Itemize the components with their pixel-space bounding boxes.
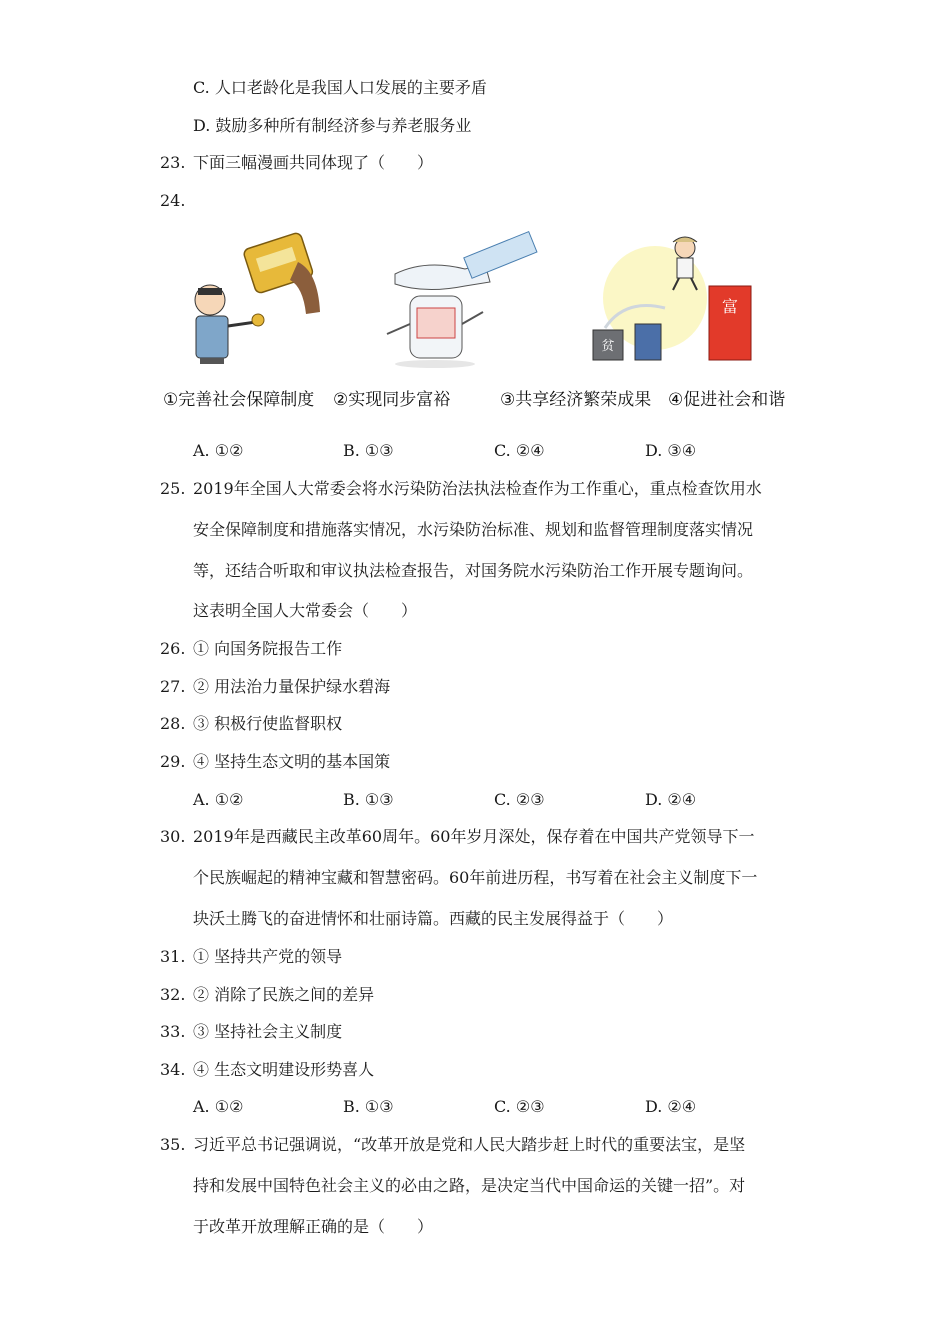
q24-option-c: C. ②④: [494, 441, 545, 460]
q25-line-4: 这表明全国人大常委会（ ）: [193, 601, 418, 620]
item-33-text: ③ 坚持社会主义制度: [193, 1022, 343, 1041]
q34-option-c: C. ②③: [494, 1097, 545, 1116]
q25-line-2: 安全保障制度和措施落实情况，水污染防治标准、规划和监督管理制度落实情况: [193, 520, 754, 539]
q24-option-a: A. ①②: [193, 441, 244, 460]
q29-option-c: C. ②③: [494, 790, 545, 809]
item-31-text: ① 坚持共产党的领导: [193, 947, 343, 966]
q29-option-a: A. ①②: [193, 790, 244, 809]
item-31-number: 31.: [160, 947, 186, 966]
q24-number: 24.: [160, 191, 186, 210]
q35-line-3: 于改革开放理解正确的是（ ）: [193, 1217, 434, 1236]
q25-number: 25.: [160, 479, 186, 498]
q29-option-b: B. ①③: [343, 790, 394, 809]
item-32-number: 32.: [160, 985, 186, 1004]
item-33-number: 33.: [160, 1022, 186, 1041]
q23-number: 23.: [160, 153, 186, 172]
item-28-text: ③ 积极行使监督职权: [193, 714, 343, 733]
item-27-text: ② 用法治力量保护绿水碧海: [193, 677, 391, 696]
cartoon-social-security: [178, 232, 328, 367]
q22-option-c: C. 人口老龄化是我国人口发展的主要矛盾: [193, 78, 487, 97]
item-28-number: 28.: [160, 714, 186, 733]
item-34-number: 34.: [160, 1060, 186, 1079]
item-29-number: 29.: [160, 752, 186, 771]
cartoon-rich-poor: [585, 228, 765, 363]
q34-option-b: B. ①③: [343, 1097, 394, 1116]
poor-label: 贫: [601, 339, 615, 354]
item-32-text: ② 消除了民族之间的差异: [193, 985, 375, 1004]
q35-number: 35.: [160, 1135, 186, 1154]
q30-line-1: 2019年是西藏民主改革60周年。60年岁月深处，保存着在中国共产党领导下一: [193, 827, 755, 846]
item-26-number: 26.: [160, 639, 186, 658]
rich-label: 富: [721, 297, 739, 316]
q34-option-a: A. ①②: [193, 1097, 244, 1116]
caption-1: ①完善社会保障制度: [163, 390, 315, 410]
caption-2: ②实现同步富裕: [333, 390, 451, 410]
caption-4: ④促进社会和谐: [668, 390, 786, 410]
q35-line-1: 习近平总书记强调说，“改革开放是党和人民大踏步赶上时代的重要法宝，是坚: [193, 1135, 746, 1154]
item-26-text: ① 向国务院报告工作: [193, 639, 343, 658]
item-27-number: 27.: [160, 677, 186, 696]
item-29-text: ④ 坚持生态文明的基本国策: [193, 752, 391, 771]
cartoon-common-prosperity: [365, 224, 545, 369]
caption-3: ③共享经济繁荣成果: [500, 390, 652, 410]
q24-option-b: B. ①③: [343, 441, 394, 460]
item-34-text: ④ 生态文明建设形势喜人: [193, 1060, 375, 1079]
q25-line-3: 等，还结合听取和审议执法检查报告，对国务院水污染防治工作开展专题询问。: [193, 561, 754, 580]
q30-line-2: 个民族崛起的精神宝藏和智慧密码。60年前进历程，书写着在社会主义制度下一: [193, 868, 758, 887]
q29-option-d: D. ②④: [645, 790, 697, 809]
q25-line-1: 2019年全国人大常委会将水污染防治法执法检查作为工作重心，重点检查饮用水: [193, 479, 762, 498]
q23-text: 下面三幅漫画共同体现了（ ）: [193, 153, 434, 172]
q24-option-d: D. ③④: [645, 441, 697, 460]
q34-option-d: D. ②④: [645, 1097, 697, 1116]
q22-option-d: D. 鼓励多种所有制经济参与养老服务业: [193, 116, 472, 135]
q30-number: 30.: [160, 827, 186, 846]
q30-line-3: 块沃土腾飞的奋进情怀和壮丽诗篇。西藏的民主发展得益于（ ）: [193, 909, 674, 928]
q35-line-2: 持和发展中国特色社会主义的必由之路，是决定当代中国命运的关键一招”。对: [193, 1176, 746, 1195]
